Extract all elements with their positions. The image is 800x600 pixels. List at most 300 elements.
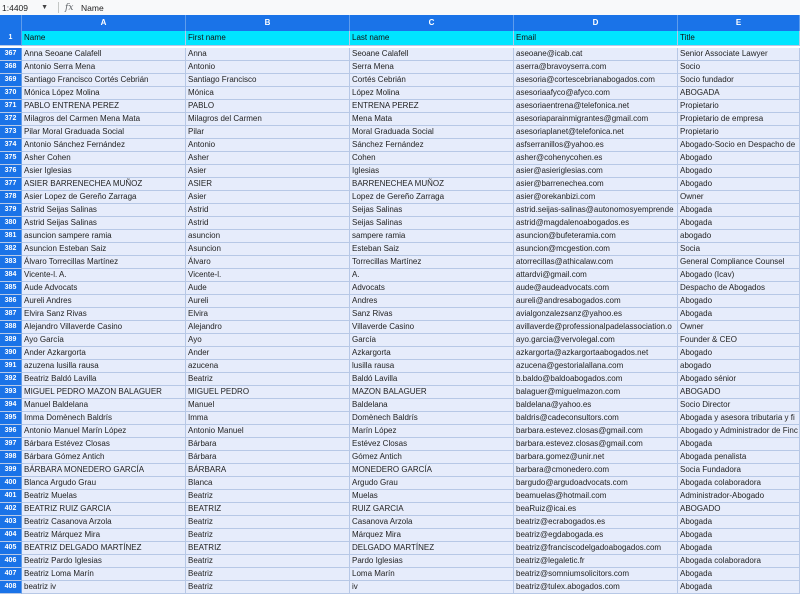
cell-name[interactable]: Imma Domènech Baldrís xyxy=(22,412,186,425)
cell-first-name[interactable]: Anna xyxy=(186,48,350,61)
cell-last-name[interactable]: Marín López xyxy=(350,425,514,438)
row-number[interactable]: 372 xyxy=(0,113,22,126)
cell-name[interactable]: Astrid Seijas Salinas xyxy=(22,204,186,217)
cell-first-name[interactable]: Manuel xyxy=(186,399,350,412)
cell-email[interactable]: asfserranillos@yahoo.es xyxy=(514,139,678,152)
cell-last-name[interactable]: Andres xyxy=(350,295,514,308)
cell-name[interactable]: Aude Advocats xyxy=(22,282,186,295)
select-all-corner[interactable] xyxy=(0,15,22,31)
cell-name[interactable]: Asher Cohen xyxy=(22,152,186,165)
row-number[interactable]: 402 xyxy=(0,503,22,516)
cell-first-name[interactable]: Asher xyxy=(186,152,350,165)
cell-last-name[interactable]: Estévez Closas xyxy=(350,438,514,451)
cell-first-name[interactable]: Antonio xyxy=(186,61,350,74)
row-number[interactable]: 401 xyxy=(0,490,22,503)
formula-bar xyxy=(0,0,800,16)
cell-name[interactable]: Bárbara Gómez Antich xyxy=(22,451,186,464)
cell-title[interactable]: Abogada xyxy=(678,529,800,542)
row-number[interactable]: 385 xyxy=(0,282,22,295)
cell-last-name[interactable]: Azkargorta xyxy=(350,347,514,360)
cell-name[interactable]: Pilar Moral Graduada Social xyxy=(22,126,186,139)
row-number[interactable]: 408 xyxy=(0,581,22,594)
row-number[interactable]: 396 xyxy=(0,425,22,438)
cell-first-name[interactable]: Santiago Francisco xyxy=(186,74,350,87)
cell-title[interactable]: abogado xyxy=(678,230,800,243)
cell-name[interactable]: Manuel Baldelana xyxy=(22,399,186,412)
table-row xyxy=(0,100,800,113)
cell-title[interactable]: Abogado sénior xyxy=(678,373,800,386)
cell-last-name[interactable]: MONEDERO GARCÍA xyxy=(350,464,514,477)
cell-name[interactable]: Milagros del Carmen Mena Mata xyxy=(22,113,186,126)
cell-first-name[interactable]: Bárbara xyxy=(186,451,350,464)
cell-email[interactable]: astrid.seijas-salinas@autonomosyemprende xyxy=(514,204,678,217)
cell-email[interactable]: beatriz@egdabogada.es xyxy=(514,529,678,542)
cell-name[interactable]: Mónica López Molina xyxy=(22,87,186,100)
cell-email[interactable]: asesoriaentrena@telefonica.net xyxy=(514,100,678,113)
cell-last-name[interactable]: Pardo Iglesias xyxy=(350,555,514,568)
row-number[interactable]: 405 xyxy=(0,542,22,555)
cell-last-name[interactable]: Esteban Saiz xyxy=(350,243,514,256)
table-row xyxy=(0,178,800,191)
row-number[interactable]: 373 xyxy=(0,126,22,139)
cell-first-name[interactable]: MIGUEL PEDRO xyxy=(186,386,350,399)
row-number[interactable]: 406 xyxy=(0,555,22,568)
cell-email[interactable]: asesoriaafyco@afyco.com xyxy=(514,87,678,100)
row-number[interactable]: 380 xyxy=(0,217,22,230)
row-number[interactable]: 391 xyxy=(0,360,22,373)
cell-title[interactable]: Administrador-Abogado xyxy=(678,490,800,503)
row-number[interactable]: 395 xyxy=(0,412,22,425)
cell-name[interactable]: Alejandro Villaverde Casino xyxy=(22,321,186,334)
row-number[interactable]: 399 xyxy=(0,464,22,477)
header-cell-last-name[interactable]: Last name xyxy=(350,31,514,46)
cell-first-name[interactable]: Beatriz xyxy=(186,555,350,568)
cell-last-name[interactable]: Serra Mena xyxy=(350,61,514,74)
cell-title[interactable]: Abogada colaboradora xyxy=(678,477,800,490)
cell-name[interactable]: Ander Azkargorta xyxy=(22,347,186,360)
table-row xyxy=(0,373,800,386)
cell-name[interactable]: Beatriz Baldó Lavilla xyxy=(22,373,186,386)
row-number[interactable]: 369 xyxy=(0,74,22,87)
cell-last-name[interactable]: BARRENECHEA MUÑOZ xyxy=(350,178,514,191)
cell-email[interactable]: balaguer@miguelmazon.com xyxy=(514,386,678,399)
cell-first-name[interactable]: Aureli xyxy=(186,295,350,308)
cell-first-name[interactable]: Asuncion xyxy=(186,243,350,256)
cell-first-name[interactable]: BÁRBARA xyxy=(186,464,350,477)
row-number[interactable]: 400 xyxy=(0,477,22,490)
cell-first-name[interactable]: Aude xyxy=(186,282,350,295)
row-number[interactable]: 384 xyxy=(0,269,22,282)
column-headers xyxy=(0,15,800,31)
fx-icon: fx xyxy=(65,2,74,13)
cell-last-name[interactable]: Domènech Baldrís xyxy=(350,412,514,425)
cell-name[interactable]: Ayo García xyxy=(22,334,186,347)
cell-name[interactable]: Vicente-l. A. xyxy=(22,269,186,282)
table-row xyxy=(0,321,800,334)
row-number[interactable]: 383 xyxy=(0,256,22,269)
row-number[interactable]: 388 xyxy=(0,321,22,334)
row-number[interactable]: 382 xyxy=(0,243,22,256)
cell-email[interactable]: aseoane@icab.cat xyxy=(514,48,678,61)
table-row xyxy=(0,152,800,165)
cell-title[interactable]: Abogado xyxy=(678,178,800,191)
cell-title[interactable]: abogado xyxy=(678,360,800,373)
cell-email[interactable]: asesoriaparainmigrantes@gmail.com xyxy=(514,113,678,126)
row-number[interactable]: 389 xyxy=(0,334,22,347)
cell-last-name[interactable]: MAZON BALAGUER xyxy=(350,386,514,399)
cell-title[interactable]: Founder & CEO xyxy=(678,334,800,347)
table-row xyxy=(0,464,800,477)
row-number[interactable]: 387 xyxy=(0,308,22,321)
cell-last-name[interactable]: A. xyxy=(350,269,514,282)
cell-first-name[interactable]: Beatriz xyxy=(186,529,350,542)
row-number[interactable]: 393 xyxy=(0,386,22,399)
cell-first-name[interactable]: azucena xyxy=(186,360,350,373)
cell-email[interactable]: azucena@gestorialallana.com xyxy=(514,360,678,373)
cell-name[interactable]: Astrid Seijas Salinas xyxy=(22,217,186,230)
cell-first-name[interactable]: Beatriz xyxy=(186,490,350,503)
cell-last-name[interactable]: Sánchez Fernández xyxy=(350,139,514,152)
cell-last-name[interactable]: Cohen xyxy=(350,152,514,165)
cell-title[interactable]: Abogada xyxy=(678,217,800,230)
table-row xyxy=(0,126,800,139)
cell-title[interactable]: Socio Director xyxy=(678,399,800,412)
cell-last-name[interactable]: Torrecillas Martínez xyxy=(350,256,514,269)
cell-last-name[interactable]: sampere ramia xyxy=(350,230,514,243)
cell-title[interactable]: Abogado xyxy=(678,347,800,360)
cell-first-name[interactable]: Asier xyxy=(186,191,350,204)
table-row xyxy=(0,529,800,542)
cell-title[interactable]: Abogado xyxy=(678,165,800,178)
cell-email[interactable]: asier@orekanbizi.com xyxy=(514,191,678,204)
cell-last-name[interactable]: Mena Mata xyxy=(350,113,514,126)
cell-first-name[interactable]: Milagros del Carmen xyxy=(186,113,350,126)
cell-name[interactable]: Antonio Sánchez Fernández xyxy=(22,139,186,152)
header-cell-name[interactable]: Name xyxy=(22,31,186,46)
cell-title[interactable]: General Compliance Counsel xyxy=(678,256,800,269)
cell-email[interactable]: asier@barrenechea.com xyxy=(514,178,678,191)
cell-first-name[interactable]: ASIER xyxy=(186,178,350,191)
cell-title[interactable]: Abogada y asesora tributaria y fi xyxy=(678,412,800,425)
cell-first-name[interactable]: Antonio Manuel xyxy=(186,425,350,438)
table-row xyxy=(0,243,800,256)
cell-first-name[interactable]: Astrid xyxy=(186,204,350,217)
table-row xyxy=(0,256,800,269)
row-number[interactable]: 386 xyxy=(0,295,22,308)
table-row xyxy=(0,503,800,516)
cell-name[interactable]: azuzena lusilla rausa xyxy=(22,360,186,373)
name-box[interactable] xyxy=(0,3,48,13)
cell-email[interactable]: aureli@andresabogados.com xyxy=(514,295,678,308)
cell-name[interactable]: BÁRBARA MONEDERO GARCÍA xyxy=(22,464,186,477)
cell-name[interactable]: BEATRIZ RUIZ GARCIA xyxy=(22,503,186,516)
cell-email[interactable]: beatriz@somniumsolicitors.com xyxy=(514,568,678,581)
cell-last-name[interactable]: Casanova Arzola xyxy=(350,516,514,529)
cell-email[interactable]: atorrecillas@athicalaw.com xyxy=(514,256,678,269)
cell-title[interactable]: Abogado-Socio en Despacho de xyxy=(678,139,800,152)
cell-last-name[interactable]: Seoane Calafell xyxy=(350,48,514,61)
row-number[interactable]: 376 xyxy=(0,165,22,178)
cell-email[interactable]: astrid@magdalenoabogados.es xyxy=(514,217,678,230)
cell-name[interactable]: Asier Lopez de Gereño Zarraga xyxy=(22,191,186,204)
header-cell-first-name[interactable]: First name xyxy=(186,31,350,46)
formula-input[interactable]: Name xyxy=(81,2,104,13)
cell-first-name[interactable]: Beatriz xyxy=(186,516,350,529)
cell-email[interactable]: asuncion@mcgestion.com xyxy=(514,243,678,256)
cell-email[interactable]: beatriz@franciscodelgadoabogados.com xyxy=(514,542,678,555)
cell-last-name[interactable]: Muelas xyxy=(350,490,514,503)
cell-name[interactable]: ASIER BARRENECHEA MUÑOZ xyxy=(22,178,186,191)
cell-last-name[interactable]: DELGADO MARTÍNEZ xyxy=(350,542,514,555)
cell-last-name[interactable]: Baldó Lavilla xyxy=(350,373,514,386)
cell-first-name[interactable]: Beatriz xyxy=(186,373,350,386)
cell-title[interactable]: Abogada penalista xyxy=(678,451,800,464)
cell-email[interactable]: baldris@cadeconsultors.com xyxy=(514,412,678,425)
cell-last-name[interactable]: Gómez Antich xyxy=(350,451,514,464)
cell-title[interactable]: Abogada xyxy=(678,542,800,555)
cell-title[interactable]: ABOGADA xyxy=(678,87,800,100)
cell-title[interactable]: Abogada xyxy=(678,581,800,594)
cell-email[interactable]: barbara.estevez.closas@gmail.com xyxy=(514,425,678,438)
column-header-d[interactable]: D xyxy=(514,15,678,31)
row-number[interactable]: 404 xyxy=(0,529,22,542)
cell-email[interactable]: beatriz@ecrabogados.es xyxy=(514,516,678,529)
cell-last-name[interactable]: Baldelana xyxy=(350,399,514,412)
cell-email[interactable]: aserra@bravoyserra.com xyxy=(514,61,678,74)
cell-title[interactable]: Abogada xyxy=(678,438,800,451)
cell-email[interactable]: ayo.garcia@vervolegal.com xyxy=(514,334,678,347)
cell-title[interactable]: Propietario xyxy=(678,100,800,113)
cell-first-name[interactable]: Bárbara xyxy=(186,438,350,451)
row-number[interactable]: 367 xyxy=(0,48,22,61)
cell-title[interactable]: Socio xyxy=(678,61,800,74)
row-number[interactable]: 403 xyxy=(0,516,22,529)
cell-first-name[interactable]: Alejandro xyxy=(186,321,350,334)
cell-email[interactable]: beaRuiz@icai.es xyxy=(514,503,678,516)
cell-name[interactable]: Anna Seoane Calafell xyxy=(22,48,186,61)
table-row xyxy=(0,438,800,451)
cell-name[interactable]: Beatriz Márquez Mira xyxy=(22,529,186,542)
cell-email[interactable]: avialgonzalezsanz@yahoo.es xyxy=(514,308,678,321)
cell-title[interactable]: Propietario de empresa xyxy=(678,113,800,126)
cell-email[interactable]: asier@asieriglesias.com xyxy=(514,165,678,178)
cell-email[interactable]: asesoria@cortescebrianabogados.com xyxy=(514,74,678,87)
cell-name[interactable]: Beatriz Muelas xyxy=(22,490,186,503)
cell-email[interactable]: baldelana@yahoo.es xyxy=(514,399,678,412)
row-number[interactable]: 377 xyxy=(0,178,22,191)
cell-email[interactable]: b.baldo@baldoabogados.com xyxy=(514,373,678,386)
cell-first-name[interactable]: asuncion xyxy=(186,230,350,243)
cell-email[interactable]: barbara.estevez.closas@gmail.com xyxy=(514,438,678,451)
cell-title[interactable]: Owner xyxy=(678,191,800,204)
row-number[interactable]: 397 xyxy=(0,438,22,451)
cell-first-name[interactable]: Vicente-l. xyxy=(186,269,350,282)
column-header-a[interactable]: A xyxy=(22,15,186,31)
cell-first-name[interactable]: BEATRIZ xyxy=(186,542,350,555)
cell-last-name[interactable]: Argudo Grau xyxy=(350,477,514,490)
table-row xyxy=(0,568,800,581)
column-header-e[interactable]: E xyxy=(678,15,800,31)
cell-title[interactable]: Abogada colaboradora xyxy=(678,555,800,568)
cell-email[interactable]: avillaverde@professionalpadelassociation.o xyxy=(514,321,678,334)
cell-first-name[interactable]: Beatriz xyxy=(186,581,350,594)
header-row xyxy=(0,31,800,46)
cell-first-name[interactable]: Ayo xyxy=(186,334,350,347)
cell-name[interactable]: BEATRIZ DELGADO MARTÍNEZ xyxy=(22,542,186,555)
cell-last-name[interactable]: Moral Graduada Social xyxy=(350,126,514,139)
cell-first-name[interactable]: Álvaro xyxy=(186,256,350,269)
cell-first-name[interactable]: Pilar xyxy=(186,126,350,139)
column-header-b[interactable]: B xyxy=(186,15,350,31)
cell-name[interactable]: PABLO ENTRENA PEREZ xyxy=(22,100,186,113)
cell-name[interactable]: Beatriz Loma Marín xyxy=(22,568,186,581)
table-row xyxy=(0,74,800,87)
cell-name[interactable]: Asier Iglesias xyxy=(22,165,186,178)
cell-name[interactable]: Antonio Manuel Marín López xyxy=(22,425,186,438)
cell-last-name[interactable]: Sanz Rivas xyxy=(350,308,514,321)
cell-name[interactable]: Beatriz Pardo Iglesias xyxy=(22,555,186,568)
cell-name[interactable]: beatriz iv xyxy=(22,581,186,594)
cell-first-name[interactable]: Astrid xyxy=(186,217,350,230)
row-number[interactable]: 379 xyxy=(0,204,22,217)
cell-email[interactable]: barbara@cmonedero.com xyxy=(514,464,678,477)
cell-last-name[interactable]: Seijas Salinas xyxy=(350,204,514,217)
cell-last-name[interactable]: iv xyxy=(350,581,514,594)
cell-name[interactable]: MIGUEL PEDRO MAZON BALAGUER xyxy=(22,386,186,399)
chevron-down-icon[interactable]: ▼ xyxy=(41,4,48,11)
row-number[interactable]: 374 xyxy=(0,139,22,152)
row-number[interactable]: 370 xyxy=(0,87,22,100)
table-row xyxy=(0,87,800,100)
cell-first-name[interactable]: Elvira xyxy=(186,308,350,321)
row-number[interactable]: 390 xyxy=(0,347,22,360)
cell-first-name[interactable]: Imma xyxy=(186,412,350,425)
cell-name[interactable]: Aureli Andres xyxy=(22,295,186,308)
table-row xyxy=(0,295,800,308)
cell-email[interactable]: bargudo@argudoadvocats.com xyxy=(514,477,678,490)
cell-title[interactable]: Owner xyxy=(678,321,800,334)
table-row xyxy=(0,386,800,399)
table-row xyxy=(0,542,800,555)
cell-name[interactable]: Santiago Francisco Cortés Cebrián xyxy=(22,74,186,87)
cell-name[interactable]: Beatriz Casanova Arzola xyxy=(22,516,186,529)
cell-email[interactable]: beamuelas@hotmail.com xyxy=(514,490,678,503)
cell-first-name[interactable]: Ander xyxy=(186,347,350,360)
cell-last-name[interactable]: García xyxy=(350,334,514,347)
cell-title[interactable]: Abogado y Administrador de Finc xyxy=(678,425,800,438)
cell-email[interactable]: aude@audeadvocats.com xyxy=(514,282,678,295)
formula-bar-divider xyxy=(58,2,59,13)
cell-name[interactable]: Bárbara Estévez Closas xyxy=(22,438,186,451)
cell-email[interactable]: asesoriaplanet@telefonica.net xyxy=(514,126,678,139)
cell-title[interactable]: Socia Fundadora xyxy=(678,464,800,477)
cell-last-name[interactable]: RUIZ GARCIA xyxy=(350,503,514,516)
cell-title[interactable]: Socia xyxy=(678,243,800,256)
cell-last-name[interactable]: Márquez Mira xyxy=(350,529,514,542)
cell-name[interactable]: Álvaro Torrecillas Martínez xyxy=(22,256,186,269)
row-number[interactable]: 378 xyxy=(0,191,22,204)
cell-last-name[interactable]: Advocats xyxy=(350,282,514,295)
cell-email[interactable]: beatriz@tulex.abogados.com xyxy=(514,581,678,594)
cell-first-name[interactable]: Beatriz xyxy=(186,568,350,581)
cell-first-name[interactable]: Blanca xyxy=(186,477,350,490)
cell-name[interactable]: asuncion sampere ramia xyxy=(22,230,186,243)
cell-email[interactable]: azkargorta@azkargortaabogados.net xyxy=(514,347,678,360)
table-row xyxy=(0,269,800,282)
column-header-c[interactable]: C xyxy=(350,15,514,31)
row-number[interactable]: 392 xyxy=(0,373,22,386)
row-number[interactable]: 1 xyxy=(0,31,22,46)
row-number[interactable]: 375 xyxy=(0,152,22,165)
cell-title[interactable]: Abogada xyxy=(678,516,800,529)
cell-title[interactable]: Abogada xyxy=(678,204,800,217)
row-number[interactable]: 368 xyxy=(0,61,22,74)
cell-last-name[interactable]: ENTRENA PEREZ xyxy=(350,100,514,113)
cell-title[interactable]: Socio fundador xyxy=(678,74,800,87)
cell-first-name[interactable]: Mónica xyxy=(186,87,350,100)
cell-title[interactable]: Abogada xyxy=(678,308,800,321)
cell-last-name[interactable]: Loma Marín xyxy=(350,568,514,581)
cell-name[interactable]: Blanca Argudo Grau xyxy=(22,477,186,490)
row-number[interactable]: 407 xyxy=(0,568,22,581)
row-number[interactable]: 394 xyxy=(0,399,22,412)
table-row xyxy=(0,191,800,204)
cell-email[interactable]: barbara.gomez@unir.net xyxy=(514,451,678,464)
row-number[interactable]: 371 xyxy=(0,100,22,113)
cell-email[interactable]: attardvi@gmail.com xyxy=(514,269,678,282)
cell-title[interactable]: ABOGADO xyxy=(678,503,800,516)
cell-email[interactable]: beatriz@legaletic.fr xyxy=(514,555,678,568)
cell-email[interactable]: asuncion@bufeteramia.com xyxy=(514,230,678,243)
cell-first-name[interactable]: PABLO xyxy=(186,100,350,113)
cell-last-name[interactable]: Cortés Cebrián xyxy=(350,74,514,87)
cell-last-name[interactable]: Villaverde Casino xyxy=(350,321,514,334)
table-row xyxy=(0,282,800,295)
row-number[interactable]: 381 xyxy=(0,230,22,243)
table-row xyxy=(0,412,800,425)
cell-last-name[interactable]: Lopez de Gereño Zarraga xyxy=(350,191,514,204)
cell-first-name[interactable]: Antonio xyxy=(186,139,350,152)
cell-reference: 1:4409 xyxy=(2,2,28,13)
cell-last-name[interactable]: Seijas Salinas xyxy=(350,217,514,230)
table-row xyxy=(0,347,800,360)
header-cell-email[interactable]: Email xyxy=(514,31,678,46)
cell-title[interactable]: Abogada xyxy=(678,568,800,581)
table-row xyxy=(0,334,800,347)
cell-title[interactable]: ABOGADO xyxy=(678,386,800,399)
cell-title[interactable]: Senior Associate Lawyer xyxy=(678,48,800,61)
cell-title[interactable]: Propietario xyxy=(678,126,800,139)
cell-name[interactable]: Elvira Sanz Rivas xyxy=(22,308,186,321)
table-row xyxy=(0,139,800,152)
cell-name[interactable]: Asuncion Esteban Saiz xyxy=(22,243,186,256)
cell-title[interactable]: Abogado xyxy=(678,152,800,165)
cell-last-name[interactable]: López Molina xyxy=(350,87,514,100)
cell-first-name[interactable]: Asier xyxy=(186,165,350,178)
header-cell-title[interactable]: Title xyxy=(678,31,800,46)
table-row xyxy=(0,217,800,230)
cell-title[interactable]: Despacho de Abogados xyxy=(678,282,800,295)
cell-last-name[interactable]: lusilla rausa xyxy=(350,360,514,373)
cell-email[interactable]: asher@cohenycohen.es xyxy=(514,152,678,165)
cell-last-name[interactable]: Iglesias xyxy=(350,165,514,178)
cell-title[interactable]: Abogado xyxy=(678,295,800,308)
cell-first-name[interactable]: BEATRIZ xyxy=(186,503,350,516)
table-row xyxy=(0,360,800,373)
cell-title[interactable]: Abogado (Icav) xyxy=(678,269,800,282)
cell-name[interactable]: Antonio Serra Mena xyxy=(22,61,186,74)
row-number[interactable]: 398 xyxy=(0,451,22,464)
